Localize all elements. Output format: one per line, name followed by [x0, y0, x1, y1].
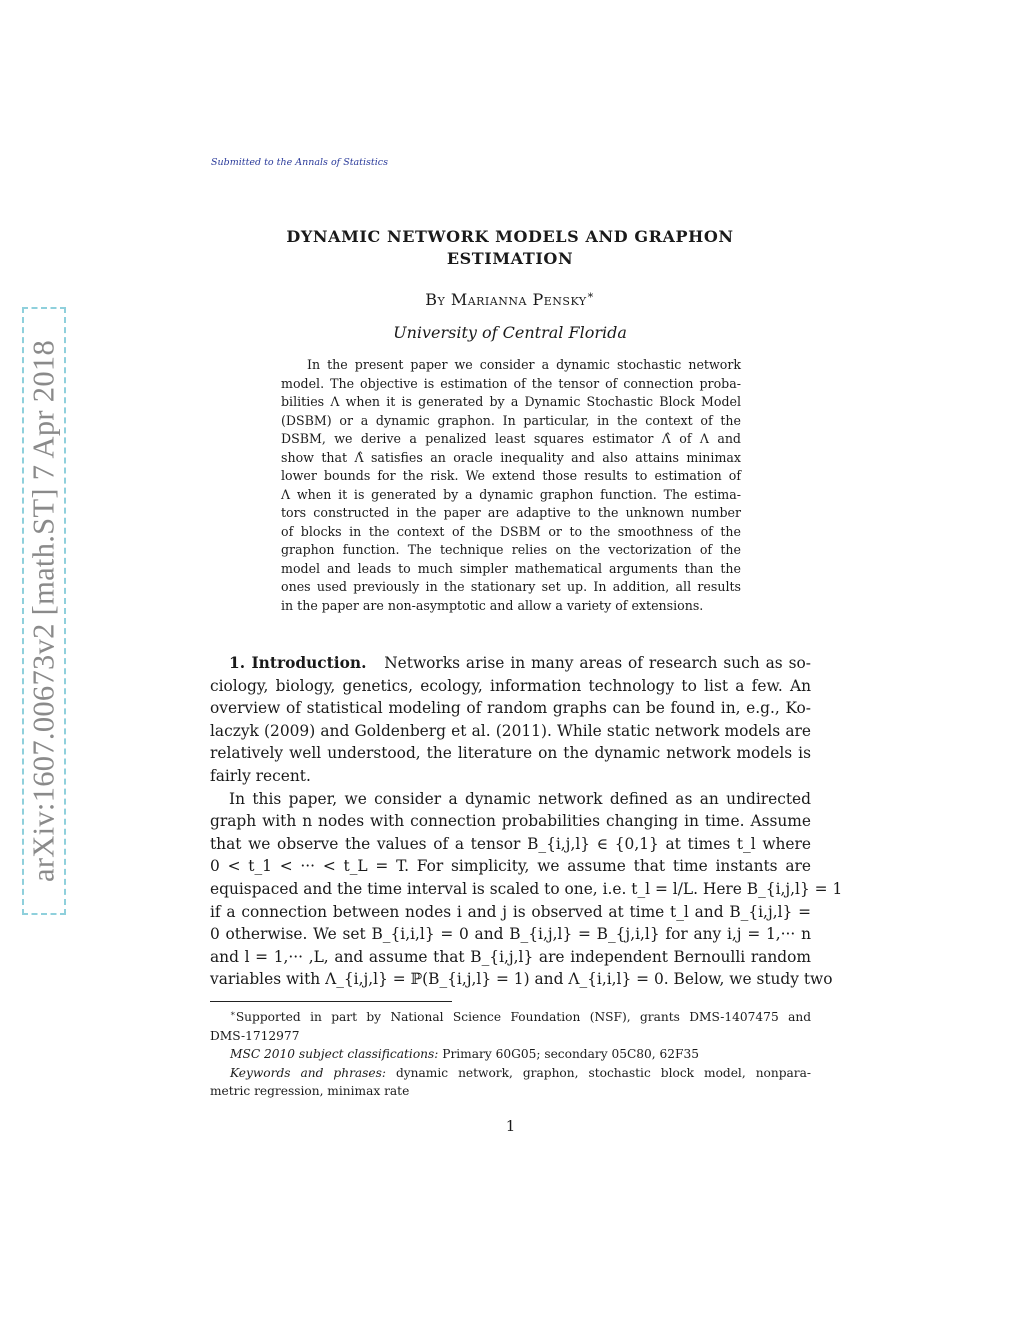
author-line	[210, 290, 810, 309]
abstract-line: DSBM, we derive a penalized least squares estimator Λ̂ of Λ and	[281, 431, 741, 446]
abstract-line: (DSBM) or a dynamic graphon. In particular, in the context of the	[281, 412, 741, 428]
author-name: By Marianna Pensky	[425, 290, 587, 309]
body-line: 0 otherwise. We set B_{i,i,l} = 0 and B_{i,j,l} = B_{j,i,l} for any i,j = 1,··· n	[210, 925, 811, 944]
submitted-header: Submitted to the Annals of Statistics	[211, 157, 388, 168]
keywords-line	[210, 1064, 811, 1083]
body-line: variables with Λ_{i,j,l} = ℙ(B_{i,j,l} = 1) and Λ_{i,i,l} = 0. Below, we study two	[210, 970, 833, 989]
section-introduction	[210, 652, 843, 991]
abstract-line: lower bounds for the risk. We extend those results to estimation of	[281, 468, 741, 483]
body-line: graph with n nodes with connection probabilities changing in time. Assume	[210, 812, 811, 831]
abstract-line: show that Λ̂ satisfies an oracle inequality and also attains minimax	[281, 449, 741, 465]
abstract-line: graphon function. The technique relies on the vectorization of the	[281, 542, 741, 557]
footnote-support-line-2: DMS-1712977	[210, 1028, 300, 1043]
abstract-line: ones used previously in the stationary set up. In addition, all results	[281, 579, 741, 594]
body-line: if a connection between nodes i and j is observed at time t_l and B_{i,j,l} =	[210, 902, 811, 921]
body-line: overview of statistical modeling of random graphs can be found in, e.g., Ko-	[210, 699, 811, 718]
keywords-line-2: metric regression, minimax rate	[210, 1084, 410, 1098]
msc-label: MSC 2010 subject classifications:	[230, 1047, 439, 1061]
affiliation: University of Central Florida	[393, 323, 627, 342]
footnotes	[210, 1008, 811, 1101]
section-heading: 1. Introduction.	[229, 654, 367, 672]
keywords-value: dynamic network, graphon, stochastic block model, nonpara-	[396, 1065, 812, 1080]
msc-classification	[210, 1045, 811, 1064]
arxiv-side-stamp	[22, 307, 66, 915]
page-number: 1	[505, 1117, 516, 1135]
keywords-label: Keywords and phrases:	[230, 1065, 386, 1080]
body-line: fairly recent.	[210, 766, 311, 785]
body-line: In this paper, we consider a dynamic network defined as an undirected	[229, 789, 811, 808]
body-line: equispaced and the time interval is scaled to one, i.e. t_l = l/L. Here B_{i,j,l} = 1	[210, 879, 843, 898]
title-line-1: DYNAMIC NETWORK MODELS AND GRAPHON	[286, 227, 734, 246]
body-line: laczyk (2009) and Goldenberg et al. (2011). While static network models are	[210, 721, 811, 740]
abstract-line: of blocks in the context of the DSBM or to the smoothness of the	[281, 523, 741, 539]
footnote-support-line: ∗Supported in part by National Science Foundation (NSF), grants DMS-1407475 and	[230, 1008, 811, 1024]
body-line: and l = 1,··· ,L, and assume that B_{i,j,l} are independent Bernoulli random	[210, 947, 811, 966]
abstract-line: tors constructed in the paper are adaptive to the unknown number	[281, 505, 741, 520]
body-line: ciology, biology, genetics, ecology, information technology to list a few. An	[210, 676, 811, 695]
body-line: 0 < t_1 < ··· < t_L = T. For simplicity, we assume that time instants are	[210, 857, 811, 876]
author-footnote-mark: ∗	[586, 288, 595, 302]
title-line-2: ESTIMATION	[446, 249, 574, 268]
abstract	[281, 356, 741, 615]
body-line: Networks arise in many areas of research such as so-	[384, 654, 812, 672]
msc-value: Primary 60G05; secondary 05C80, 62F35	[442, 1047, 700, 1061]
abstract-line: model and leads to much simpler mathematical arguments than the	[281, 560, 741, 576]
abstract-line: In the present paper we consider a dynamic stochastic network	[307, 357, 741, 372]
abstract-line: model. The objective is estimation of the tensor of connection proba-	[281, 375, 741, 391]
intro-first-line	[210, 652, 811, 675]
abstract-line: in the paper are non-asymptotic and allow a variety of extensions.	[281, 597, 704, 613]
abstract-line: bilities Λ when it is generated by a Dynamic Stochastic Block Model	[281, 394, 741, 409]
arxiv-identifier: arXiv:1607.00673v2 [math.ST] 7 Apr 2018	[26, 339, 61, 883]
abstract-line: Λ when it is generated by a dynamic graphon function. The estima-	[281, 486, 741, 502]
body-line: that we observe the values of a tensor B_{i,j,l} ∈ {0,1} at times t_l where	[210, 834, 811, 853]
footnote-rule	[210, 1001, 452, 1002]
body-line: relatively well understood, the literature on the dynamic network models is	[210, 744, 811, 763]
footnote-mark: ∗	[230, 1008, 236, 1019]
paper-title	[210, 226, 810, 270]
